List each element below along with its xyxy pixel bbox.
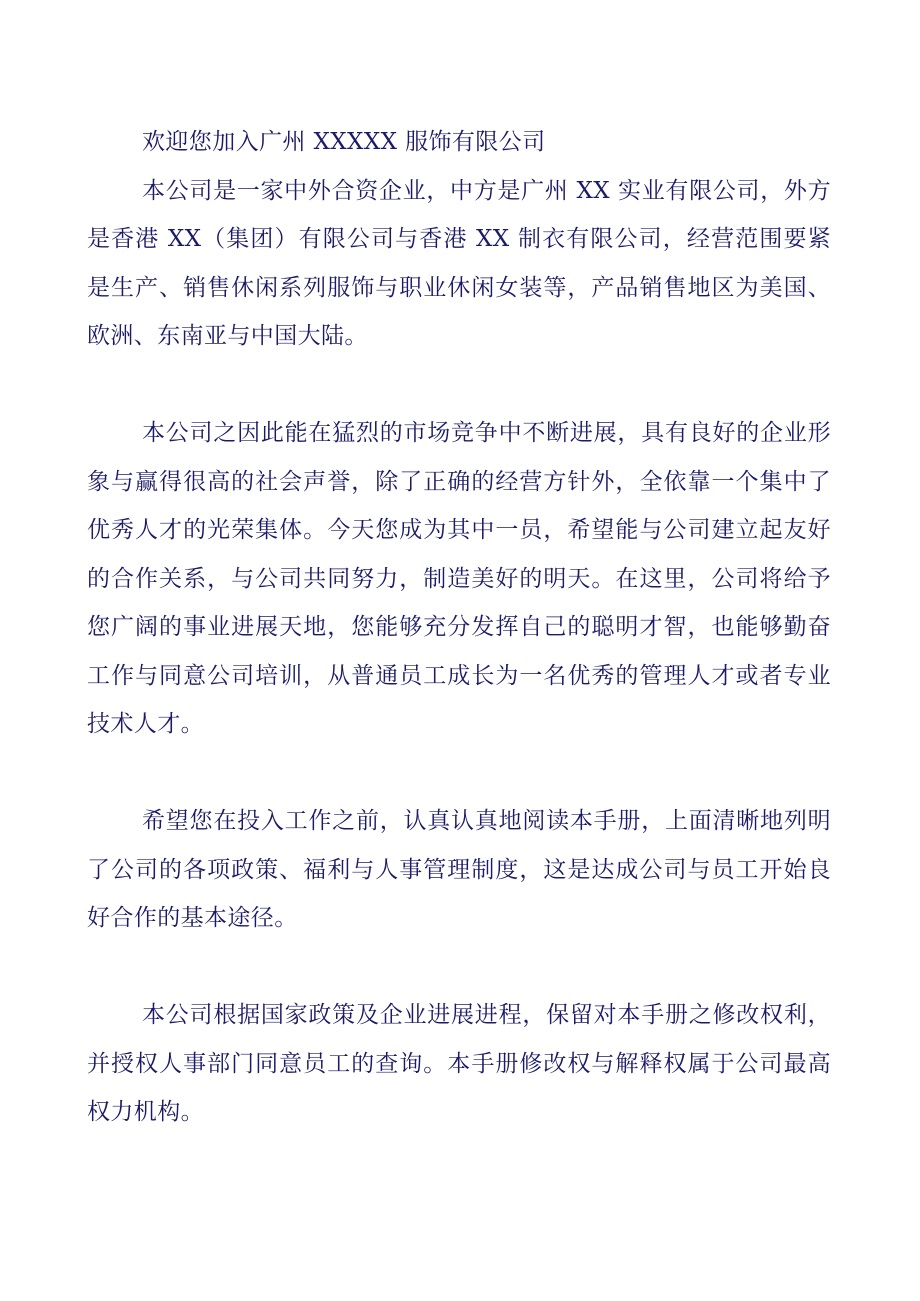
- paragraph-spacer: [87, 749, 831, 798]
- paragraph-spacer: [87, 943, 831, 992]
- paragraph-company-intro: 本公司是一家中外合资企业，中方是广州 XX 实业有限公司，外方是香港 XX（集团）有限公司与香港 XX 制衣有限公司，经营范围要紧是生产、销售休闲系列服饰与职业休闲女装等，产品销售地区为美国、欧洲、东南亚与中国大陆。: [87, 177, 831, 349]
- welcome-heading: 欢迎您加入广州 XXXXX 服饰有限公司: [142, 129, 546, 155]
- document-body: [87, 118, 831, 1137]
- paragraph-company-growth: 本公司之因此能在猛烈的市场竞争中不断进展，具有良好的企业形象与赢得很高的社会声誉，除了正确的经营方针外，全依靠一个集中了优秀人才的光荣集体。今天您成为其中一员，希望能与公司建立起友好的合作关系，与公司共同努力，制造美好的明天。在这里，公司将给予您广阔的事业进展天地，您能够充分发挥自己的聪明才智，也能够勤奋工作与同意公司培训，从普通员工成长为一名优秀的管理人才或者专业技术人才。: [87, 420, 831, 737]
- paragraph-read-handbook: 希望您在投入工作之前，认真认真地阅读本手册，上面清晰地列明了公司的各项政策、福利与人事管理制度，这是达成公司与员工开始良好合作的基本途径。: [87, 808, 831, 931]
- paragraph-amendment-rights: 本公司根据国家政策及企业进展进程，保留对本手册之修改权利，并授权人事部门同意员工的查询。本手册修改权与解释权属于公司最高权力机构。: [87, 1002, 831, 1125]
- paragraph-spacer: [87, 361, 831, 410]
